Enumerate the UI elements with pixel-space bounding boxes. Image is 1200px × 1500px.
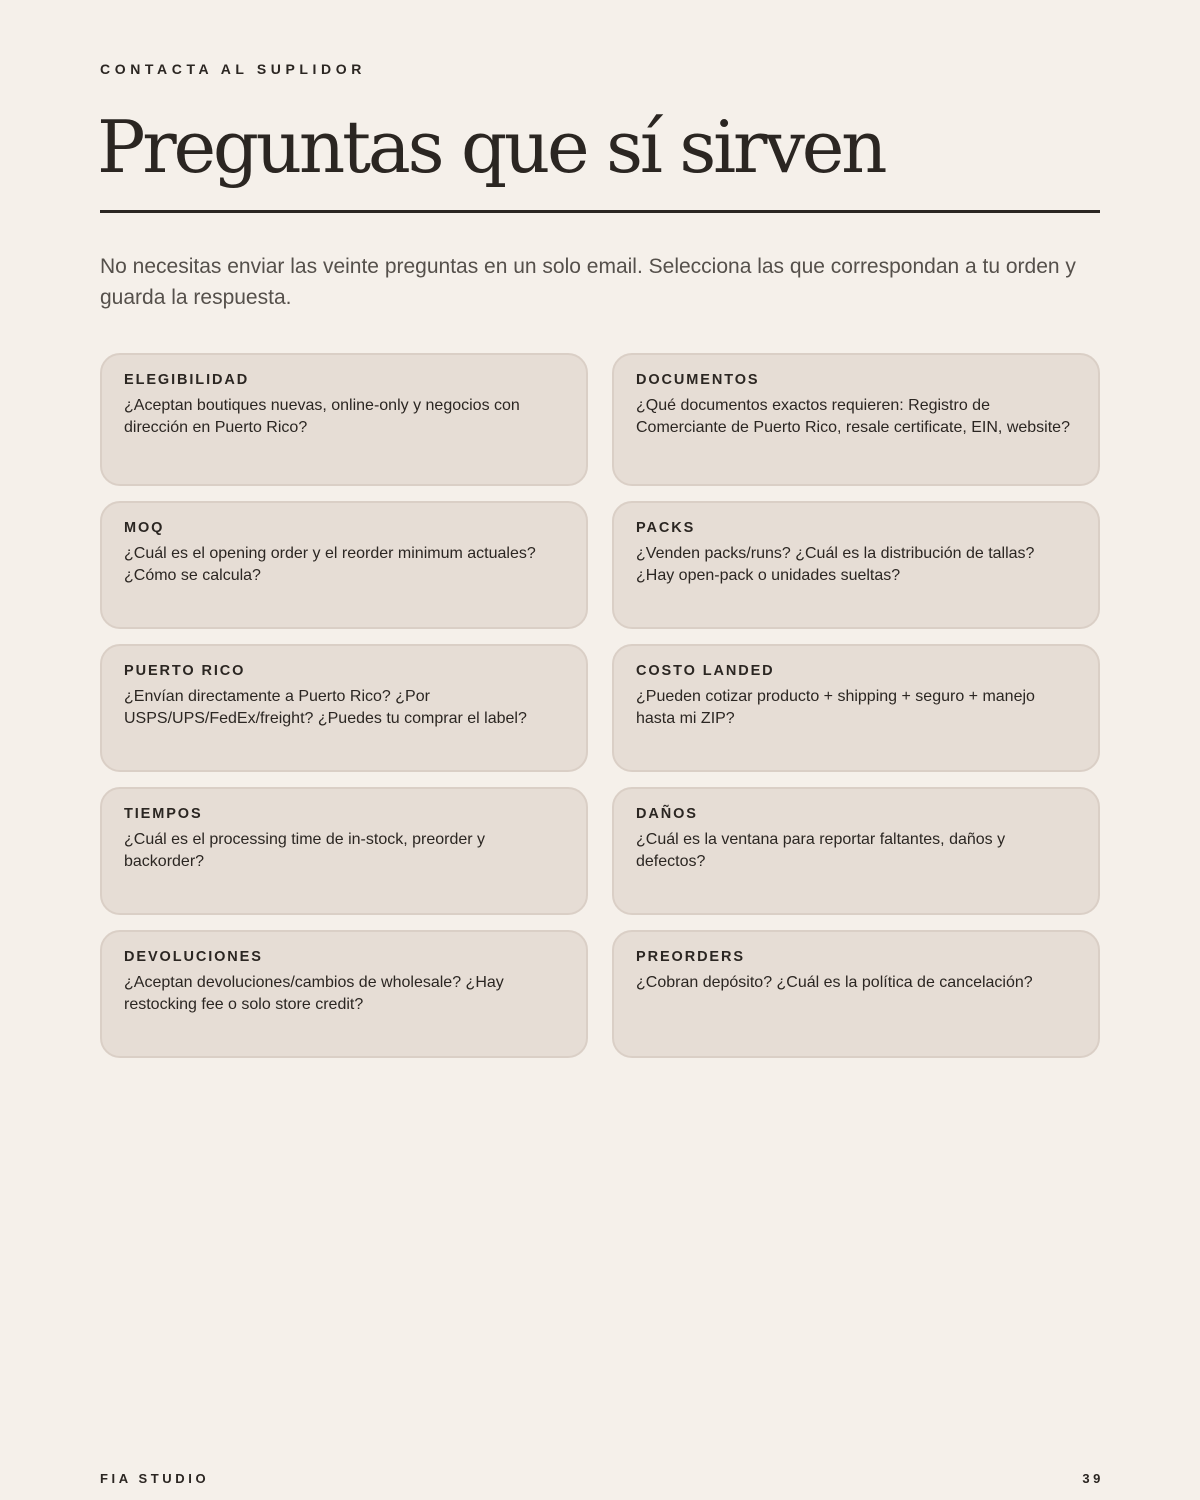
question-card-elegibilidad [100,353,588,486]
card-title: PUERTO RICO [124,663,246,679]
card-title: ELEGIBILIDAD [124,372,250,388]
card-question: ¿Cuál es el opening order y el reorder minimum actuales? ¿Cómo se calcula? [124,545,536,584]
question-card-moq [100,501,588,629]
card-question: ¿Cuál es la ventana para reportar faltantes, daños y defectos? [636,831,1006,870]
intro-paragraph: No necesitas enviar las veinte preguntas en un solo email. Selecciona las que correspondan a tu orden y guarda la respuesta. [100,255,1076,309]
question-card-devoluciones [100,930,588,1058]
card-question: ¿Pueden cotizar producto + shipping + seguro + manejo hasta mi ZIP? [636,688,1035,727]
card-question: ¿Cuál es el processing time de in-stock, preorder y backorder? [124,831,486,870]
footer-brand: FIA STUDIO [100,1471,210,1486]
card-title: MOQ [124,520,165,536]
question-card-packs [612,501,1100,629]
question-card-documentos [612,353,1100,486]
question-card-puerto-rico [100,644,588,772]
document-page [97,0,1104,1500]
card-title: TIEMPOS [124,806,203,822]
section-kicker: CONTACTA AL SUPLIDOR [100,61,366,77]
card-question: ¿Aceptan devoluciones/cambios de wholesale? ¿Hay restocking fee o solo store credit? [124,974,504,1013]
card-title: PREORDERS [636,949,745,965]
card-title: DEVOLUCIONES [124,949,263,965]
card-question: ¿Cobran depósito? ¿Cuál es la política de cancelación? [636,974,1033,991]
page-title: Preguntas que sí sirven [97,105,885,189]
card-title: COSTO LANDED [636,663,775,679]
title-divider [100,210,1100,213]
page-number: 39 [1082,1471,1104,1486]
card-question: ¿Qué documentos exactos requieren: Registro de Comerciante de Puerto Rico, resale certificate, EIN, website? [636,397,1070,436]
card-question: ¿Venden packs/runs? ¿Cuál es la distribución de tallas? ¿Hay open-pack o unidades sueltas? [636,545,1035,584]
card-title: DAÑOS [636,806,698,822]
card-title: PACKS [636,520,696,536]
question-card-preorders [612,930,1100,1058]
question-grid [100,353,1100,1073]
card-question: ¿Aceptan boutiques nuevas, online-only y negocios con dirección en Puerto Rico? [124,397,520,436]
card-question: ¿Envían directamente a Puerto Rico? ¿Por USPS/UPS/FedEx/freight? ¿Puedes tu comprar el label? [124,688,527,727]
question-card-danos [612,787,1100,915]
card-title: DOCUMENTOS [636,372,760,388]
question-card-tiempos [100,787,588,915]
question-card-costo-landed [612,644,1100,772]
